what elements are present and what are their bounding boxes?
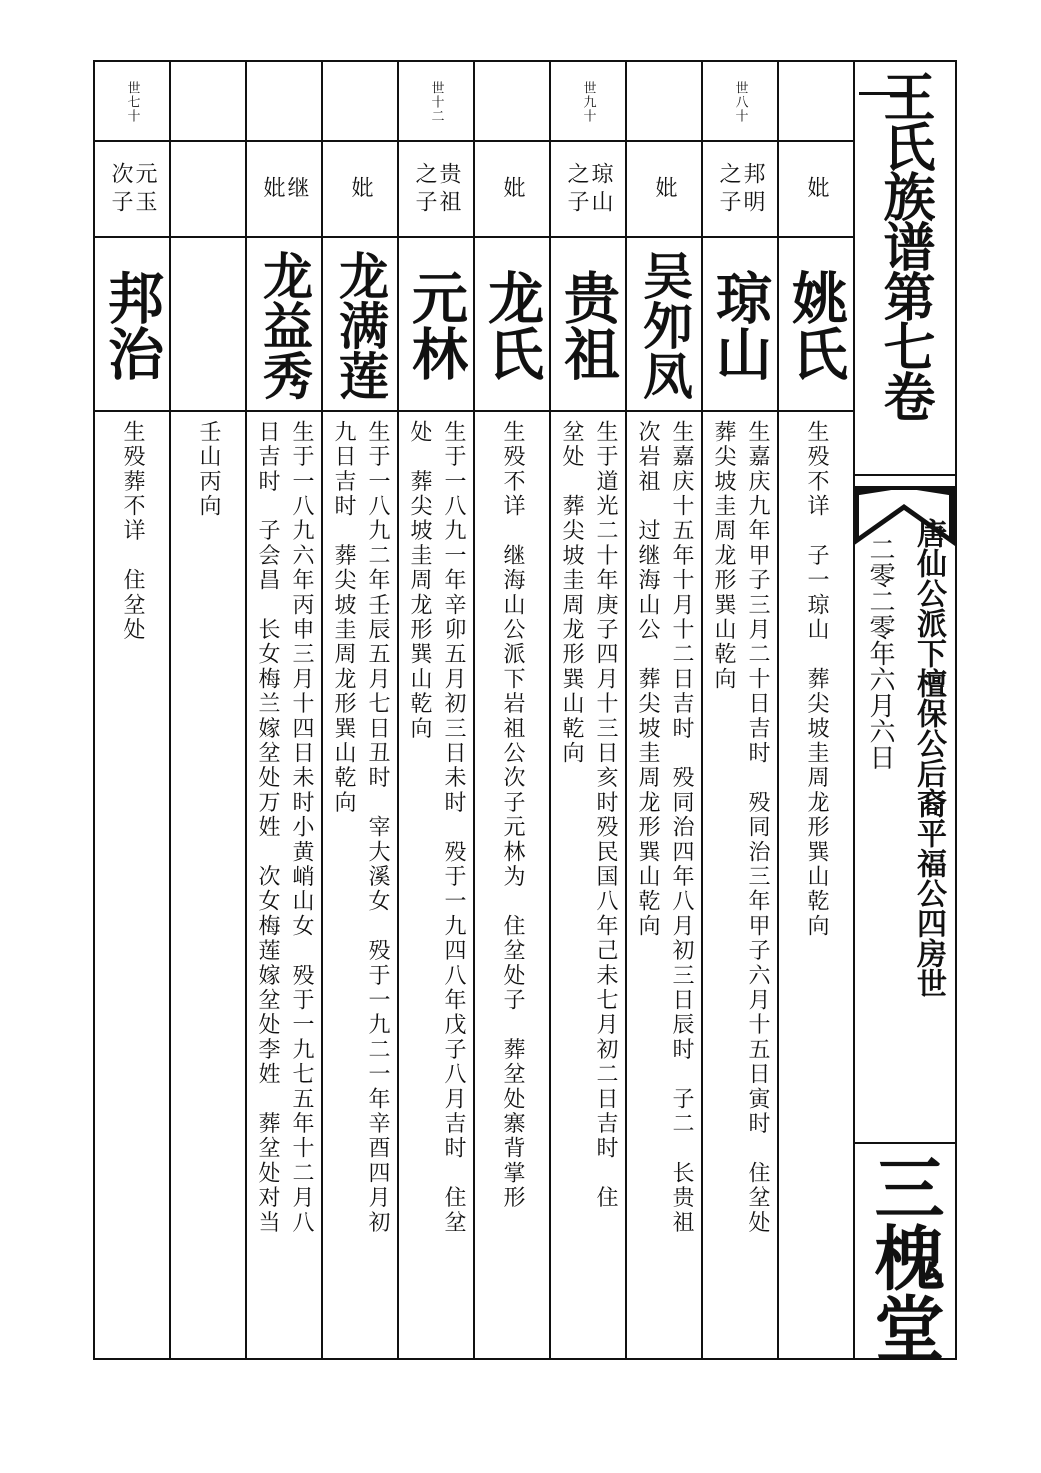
person-detail: 生殁不详 子一琼山 葬尖坡圭周龙形巽山乾向 [804, 420, 829, 939]
person-name: 龙满莲 [331, 250, 390, 400]
person-name: 元林 [403, 269, 469, 381]
person-column-7 [323, 62, 399, 1358]
generation-label [171, 62, 245, 142]
relation-label [171, 142, 245, 238]
compile-date: 二零二零年六月六日 [865, 536, 895, 770]
person-name: 姚氏 [783, 269, 849, 381]
relation-label: 妣 [500, 176, 525, 204]
person-column-5 [475, 62, 551, 1358]
relation-label: 妣 [652, 176, 677, 204]
generation-label: 世八十 [732, 81, 748, 123]
person-column-1 [779, 62, 855, 1358]
generation-label: 世七十 [124, 81, 140, 123]
person-column-8 [247, 62, 323, 1358]
generation-label [627, 62, 701, 142]
header-divider [853, 474, 955, 476]
person-detail: 生嘉庆十五年十月十二日吉时 殁同治四年八月初三日辰时 子二 长贵祖 次岩祖 过继海山公 葬尖坡圭周龙形巽山乾向 [635, 420, 694, 1236]
book-title: 王氏族谱第七卷 [874, 70, 935, 420]
person-detail: 生殁不详 继海山公派下岩祖公次子元林为 住坌处子 葬坌处寨背掌形 [500, 420, 525, 1211]
generation-label [475, 62, 549, 142]
person-name: 龙益秀 [255, 250, 314, 400]
relation-label: 妣 [804, 176, 829, 204]
genealogy-page-frame [93, 60, 957, 1360]
person-column-3 [627, 62, 703, 1358]
header-column [853, 62, 955, 1362]
relation-label: 贵祖 之子 [412, 162, 461, 218]
person-detail: 生于一八九二年壬辰五月七日丑时 宰大溪女 殁于一九二一年辛酉四月初 九日吉时 葬尖坡圭周龙形巽山乾向 [331, 420, 390, 1236]
person-column-4 [551, 62, 627, 1358]
person-detail: 壬山丙向 [196, 420, 221, 519]
header-divider [853, 1142, 955, 1144]
person-column-6 [399, 62, 475, 1358]
branch-title: 唐仙公派下檀保公后裔平福公四房世 [911, 518, 946, 998]
person-name: 吴夘凤 [635, 250, 694, 400]
relation-label: 琼山 之子 [564, 162, 613, 218]
generation-label: 世十二 [428, 81, 444, 123]
person-detail: 生殁葬不详 住坌处 [120, 420, 145, 643]
person-name: 贵祖 [555, 269, 621, 381]
person-name: 邦治 [99, 269, 165, 381]
person-name: 琼山 [707, 269, 773, 381]
person-name [171, 238, 245, 412]
person-column-10 [95, 62, 171, 1358]
relation-label: 妣 [348, 176, 373, 204]
person-detail: 生于一八九一年辛卯五月初三日未时 殁于一九四八年戊子八月吉时 住坌 处 葬尖坡圭周龙形巽山乾向 [407, 420, 466, 1236]
hall-name: 三槐堂 [863, 1152, 946, 1362]
relation-label: 继 妣 [260, 176, 309, 204]
generation-label [323, 62, 397, 142]
person-detail: 生于一八九六年丙申三月十四日未时小黄峭山女 殁于一九七五年十二月八 日吉时 子会昌 长女梅兰嫁坌处万姓 次女梅莲嫁坌处李姓 葬坌处对当 [255, 420, 314, 1236]
relation-label: 元玉 次子 [108, 162, 157, 218]
person-column-2 [703, 62, 779, 1358]
generation-label [779, 62, 853, 142]
relation-label: 邦明 之子 [716, 162, 765, 218]
person-detail: 生于道光二十年庚子四月十三日亥时殁民国八年己未七月初二日吉时 住 坌处 葬尖坡圭周龙形巽山乾向 [559, 420, 618, 1211]
generation-label [247, 62, 321, 142]
person-detail: 生嘉庆九年甲子三月二十日吉时 殁同治三年甲子六月十五日寅时 住坌处 葬尖坡圭周龙形巽山乾向 [711, 420, 770, 1236]
person-name: 龙氏 [479, 269, 545, 381]
person-column-9 [171, 62, 247, 1358]
generation-label: 世九十 [580, 81, 596, 123]
